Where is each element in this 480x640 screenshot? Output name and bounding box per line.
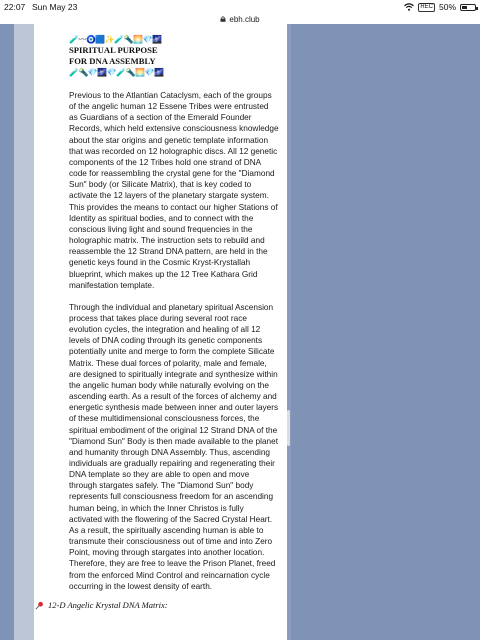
wifi-icon bbox=[404, 3, 414, 11]
dna-matrix-link[interactable] bbox=[35, 600, 168, 610]
heading-line-2: FOR DNA ASSEMBLY bbox=[69, 56, 156, 66]
article-paragraph-1: Previous to the Atlantian Cataclysm, each of the groups of the angelic human 12 Essene Tribes were entrusted as Guardians of a section of the Emerald Founder Records, which held extensive consciousness knowledge about the star origins and genetic template information that was recorded on 12 holographic discs. All 12 genetic components of the 12 Tribes hold one strand of DNA code for reassembling the crystal gene for the "Diamond Sun" body (or Silicate Matrix), that is key coded to activate the 12 layers of the planetary stargate system. This provides the means to contact our higher Stations of Identity as spiritual bodies, and to connect with the conscious living light and sound frequencies in the holographic matrix. The instruction sets to rebuild and reassemble the 12 Strand DNA pattern, are held in the genetic keys found in the Cosmic Kryst-Krystallah blueprint, which makes up the 12 Tree Kathara Grid manifestation template. bbox=[69, 91, 279, 290]
pushpin-icon bbox=[35, 601, 44, 610]
recording-badge: REC bbox=[420, 3, 433, 10]
heading-line-1: SPIRITUAL PURPOSE bbox=[69, 45, 158, 55]
emoji-decoration-top: 🧪〰🧿🟦✨🧪🔦🌅💎🌌 bbox=[69, 35, 162, 44]
battery-percent: 50% bbox=[438, 2, 456, 12]
url-text[interactable]: ebh.club bbox=[229, 14, 260, 24]
dna-matrix-link-label[interactable]: 12-D Angelic Krystal DNA Matrix: bbox=[48, 600, 168, 610]
article-paragraph-2: Through the individual and planetary spiritual Ascension process that takes place during several root race evolution cycles, the integration and healing of all 12 levels of DNA coding through its genetic components potentially unite and merge to form the complete Silicate Matrix. These dual forces of polarity, male and female, are designed to spiritually integrate and synthesize within the angelic human body while naturally evolving on the ascending earth. As a result of the forces of alchemy and energetic synthesis made between inner and outer layers of these multidimensional consciousness forces, the spiritual embodiment of the original 12 Strand DNA of the "Diamond Sun" Body is then made available to the planet and humanity through DNA Assembly. Thus, ascending individuals are gradually repairing and regenerating their DNA template so they are able to open and move through stargates safely. The "Diamond Sun" body represents full consciousness freedom for an ascending human being, in which the Inner Christos is fully activated with the flowering of the Sacred Crystal Heart. As a result, the spiritually ascending human is able to transmute their consciousness out of time and into Zero Point, moving through stargates into another location. Therefore, they are free to leave the Prison Planet, freed from the enforced Mind Control and reincarnation cycle occurring in the lowest density of earth. bbox=[69, 302, 279, 591]
status-time: 22:07 bbox=[4, 2, 26, 12]
battery-fill bbox=[462, 6, 467, 9]
lock-icon bbox=[220, 16, 226, 22]
right-side-panel bbox=[287, 24, 291, 640]
left-side-panel bbox=[14, 24, 34, 640]
battery-icon bbox=[460, 4, 476, 11]
status-date: Sun May 23 bbox=[32, 2, 78, 12]
emoji-decoration-bottom: 🧪🔦💎🌌💎🧪🔦🌅💎🌌 bbox=[69, 68, 164, 77]
address-bar[interactable] bbox=[0, 14, 480, 24]
scrollbar-thumb[interactable] bbox=[287, 410, 290, 446]
article-content bbox=[34, 24, 287, 640]
status-indicators bbox=[404, 2, 476, 12]
status-bar bbox=[0, 0, 480, 14]
